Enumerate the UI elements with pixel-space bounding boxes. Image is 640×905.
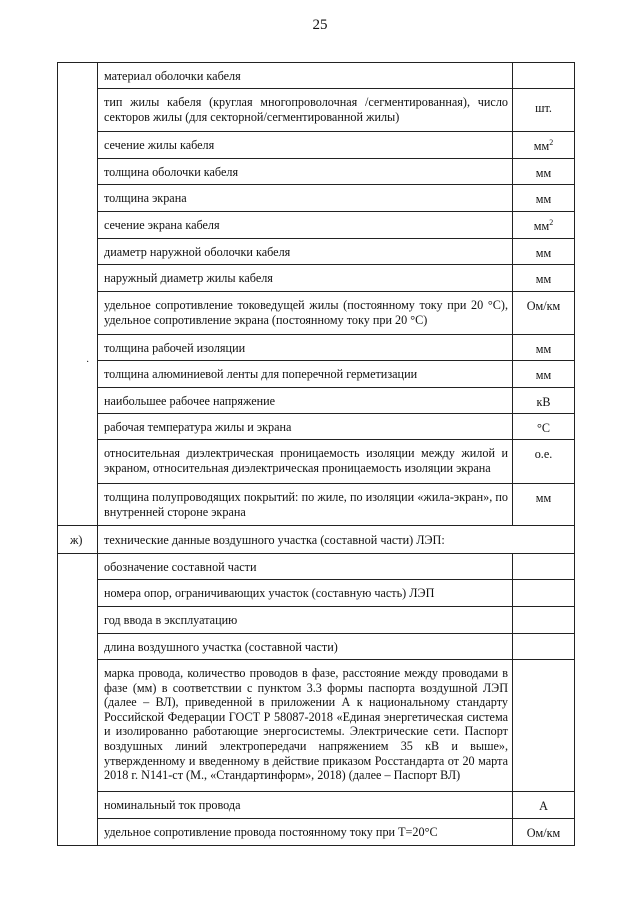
row-unit: мм <box>513 185 575 212</box>
unit-text: мм <box>533 219 550 233</box>
row-unit <box>513 212 575 239</box>
unit-text: мм <box>533 139 550 153</box>
table-row <box>58 440 575 484</box>
passport-table <box>57 62 575 846</box>
row-label: тип жилы кабеля (круглая многопроволочная /сегментированная), число секторов жилы (для секторной/сегментированной жилы) <box>98 89 513 132</box>
row-label: толщина рабочей изоляции <box>98 335 513 361</box>
row-unit: мм <box>513 239 575 265</box>
row-label: рабочая температура жилы и экрана <box>98 414 513 440</box>
row-label: удельное сопротивление токоведущей жилы (постоянному току при 20 °С), удельное сопротивление экрана (постоянному току при 20 °С) <box>98 292 513 335</box>
unit-superscript: 2 <box>549 138 554 147</box>
stray-mark: · <box>86 357 90 368</box>
row-unit: мм <box>513 335 575 361</box>
row-label: номинальный ток провода <box>98 792 513 819</box>
row-label: марка провода, количество проводов в фазе, расстояние между проводами в фазе (мм) в соответствии с пунктом 3.3 формы паспорта воздушной ЛЭП (далее – ВЛ), приведенной в приложении А к национальному стандарту Российской Федерации ГОСТ Р 58087-2018 «Единая энергетическая система и изолированно работающие энергосистемы. Электрические сети. Паспорт воздушных линий электропередачи напряжением 35 кВ и выше», утвержденному и введенному в действие приказом Росстандарта от 20 марта 2018 г. N141-ст (М., «Стандартинформ», 2018) (далее – Паспорт ВЛ) <box>98 660 513 792</box>
row-unit <box>513 132 575 159</box>
table-row <box>58 159 575 185</box>
table-row <box>58 335 575 361</box>
row-label: толщина экрана <box>98 185 513 212</box>
row-label: длина воздушного участка (составной части) <box>98 634 513 660</box>
row-label: диаметр наружной оболочки кабеля <box>98 239 513 265</box>
row-label: удельное сопротивление провода постоянному току при T=20°С <box>98 819 513 846</box>
table-row <box>58 361 575 388</box>
row-label: толщина оболочки кабеля <box>98 159 513 185</box>
row-label: сечение жилы кабеля <box>98 132 513 159</box>
section-heading-row <box>58 526 575 554</box>
section-letter: ж) <box>58 526 98 554</box>
row-unit: мм <box>513 265 575 292</box>
row-unit: кВ <box>513 388 575 414</box>
section-heading: технические данные воздушного участка (составной части) ЛЭП: <box>98 526 575 554</box>
table-row <box>58 607 575 634</box>
letter-cell <box>58 554 98 846</box>
row-unit: Ом/км <box>513 819 575 846</box>
table-row <box>58 634 575 660</box>
table-row <box>58 239 575 265</box>
row-label: толщина полупроводящих покрытий: по жиле, по изоляции «жила-экран», по внутренней стороне экрана <box>98 484 513 526</box>
table-row <box>58 212 575 239</box>
row-unit <box>513 554 575 580</box>
row-unit: мм <box>513 361 575 388</box>
unit-superscript: 2 <box>549 218 554 227</box>
row-label: наружный диаметр жилы кабеля <box>98 265 513 292</box>
table-row <box>58 89 575 132</box>
row-unit: А <box>513 792 575 819</box>
page-number: 25 <box>312 17 328 33</box>
row-unit <box>513 63 575 89</box>
row-unit: о.е. <box>513 440 575 484</box>
row-unit: шт. <box>513 89 575 132</box>
row-label: номера опор, ограничивающих участок (составную часть) ЛЭП <box>98 580 513 607</box>
row-label: материал оболочки кабеля <box>98 63 513 89</box>
row-label: толщина алюминиевой ленты для поперечной герметизации <box>98 361 513 388</box>
row-label: обозначение составной части <box>98 554 513 580</box>
table-row <box>58 580 575 607</box>
table-row <box>58 265 575 292</box>
row-unit: мм <box>513 484 575 526</box>
row-label: относительная диэлектрическая проницаемость изоляции между жилой и экраном, относительная диэлектрическая проницаемость изоляции экрана <box>98 440 513 484</box>
table-row <box>58 660 575 792</box>
row-unit <box>513 660 575 792</box>
row-label: сечение экрана кабеля <box>98 212 513 239</box>
row-unit <box>513 607 575 634</box>
table-row <box>58 388 575 414</box>
table-row <box>58 554 575 580</box>
letter-cell <box>58 63 98 526</box>
row-unit <box>513 634 575 660</box>
row-unit: Ом/км <box>513 292 575 335</box>
table-row <box>58 185 575 212</box>
row-unit: мм <box>513 159 575 185</box>
table-row <box>58 63 575 89</box>
table-row <box>58 792 575 819</box>
row-label: год ввода в эксплуатацию <box>98 607 513 634</box>
table-row <box>58 132 575 159</box>
row-unit: °С <box>513 414 575 440</box>
table-row <box>58 819 575 846</box>
row-label: наибольшее рабочее напряжение <box>98 388 513 414</box>
table-row <box>58 484 575 526</box>
table-row <box>58 292 575 335</box>
table-row <box>58 414 575 440</box>
row-unit <box>513 580 575 607</box>
